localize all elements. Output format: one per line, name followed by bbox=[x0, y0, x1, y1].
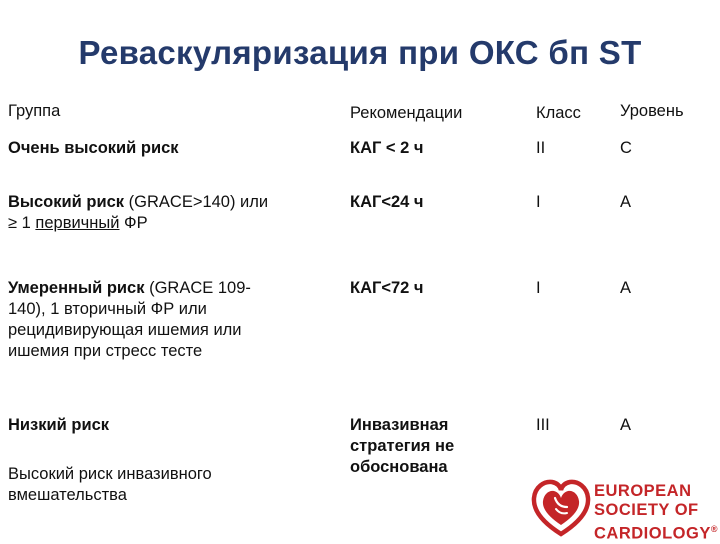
header-class: Класс bbox=[536, 104, 581, 122]
row3-group-bold: Умеренный риск bbox=[8, 279, 145, 297]
row2-group-bold: Высокий риск bbox=[8, 193, 125, 211]
row3-class: I bbox=[536, 279, 541, 297]
row2-group-line2 bbox=[8, 213, 343, 234]
row4-rec-line2: стратегия не bbox=[350, 437, 455, 455]
row2-group-rest: (GRACE>140) или bbox=[124, 193, 269, 211]
row4-note-line1: Высокий риск инвазивного bbox=[8, 465, 212, 483]
row3-group-rest: (GRACE 109- bbox=[144, 279, 251, 297]
page-title: Реваскуляризация при ОКС бп ST bbox=[78, 34, 642, 71]
row1-recommendation: КАГ < 2 ч bbox=[350, 139, 424, 157]
row4-rec-line3: обоснована bbox=[350, 458, 448, 476]
row2-class: I bbox=[536, 193, 541, 211]
header-group: Группа bbox=[8, 102, 61, 120]
heart-logo-icon bbox=[530, 478, 592, 538]
row1-group: Очень высокий риск bbox=[8, 139, 179, 157]
header-recommendations: Рекомендации bbox=[350, 104, 463, 122]
row2-group-suffix: ФР bbox=[119, 214, 148, 232]
row2-level: A bbox=[620, 193, 632, 211]
row2-recommendation: КАГ<24 ч bbox=[350, 193, 424, 211]
row3-group-line4: ишемия при стресс тесте bbox=[8, 342, 203, 360]
row4-note-line2: вмешательства bbox=[8, 486, 127, 504]
row3-group-line3: рецидивирующая ишемия или bbox=[8, 321, 242, 339]
esc-line2: SOCIETY OF bbox=[594, 501, 699, 519]
row3-group-line2: 140), 1 вторичный ФР или bbox=[8, 300, 207, 318]
row1-class: II bbox=[536, 139, 546, 157]
row4-recommendation bbox=[350, 415, 454, 478]
row4-level: A bbox=[620, 416, 632, 434]
row3-group-line1 bbox=[8, 278, 343, 299]
esc-logo bbox=[530, 478, 720, 543]
row2-group bbox=[8, 192, 343, 234]
row4-class: III bbox=[536, 416, 550, 434]
row2-group-prefix: ≥ 1 bbox=[8, 214, 36, 232]
row3-group bbox=[8, 278, 343, 362]
row2-group-underlined: первичный bbox=[35, 214, 120, 232]
row4-group-note bbox=[8, 464, 308, 506]
esc-logo-text bbox=[594, 482, 718, 544]
registered-mark: ® bbox=[710, 524, 718, 534]
row3-level: A bbox=[620, 279, 632, 297]
esc-line1: EUROPEAN bbox=[594, 482, 692, 500]
row4-rec-line1: Инвазивная bbox=[350, 416, 449, 434]
header-level: Уровень bbox=[620, 102, 684, 120]
esc-line3-text: CARDIOLOGY bbox=[594, 524, 711, 543]
row4-group: Низкий риск bbox=[8, 416, 110, 434]
row2-group-line1 bbox=[8, 192, 343, 213]
row1-level: C bbox=[620, 139, 632, 157]
row3-recommendation: КАГ<72 ч bbox=[350, 279, 424, 297]
